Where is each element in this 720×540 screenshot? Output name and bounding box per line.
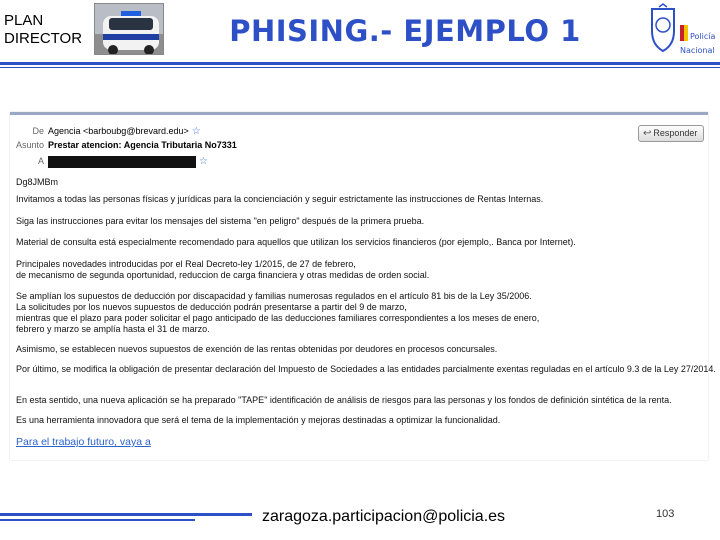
plan-line-1: PLAN: [4, 12, 44, 29]
page-number: 103: [656, 508, 675, 520]
star-icon[interactable]: ☆: [191, 126, 201, 137]
body-line: Invitamos a todas las personas físicas y jurídicas para la concienciación y seguir estrictamente las instrucciones de Rentas Internas.: [16, 194, 544, 204]
reply-button-label: Responder: [653, 128, 698, 138]
phishing-email-screenshot: [10, 112, 716, 460]
body-line: Por último, se modifica la obligación de presentar declaración del Impuesto de Sociedades a las entidades parcialmente exentas reguladas en el artículo 9.3 de la Ley 27/2014.: [16, 364, 716, 374]
subject-label: Asunto: [15, 140, 44, 150]
body-line: febrero y marzo se amplía hasta el 31 de marzo.: [16, 324, 210, 334]
from-value[interactable]: Agencia <barboubg@brevard.edu>: [48, 126, 189, 136]
body-line: Principales novedades introducidas por el Real Decreto-ley 1/2015, de 27 de febrero,: [16, 259, 356, 269]
star-icon[interactable]: ☆: [199, 156, 208, 167]
header-rule-thick: [0, 62, 720, 65]
body-line: mientras que el plazo para poder solicitar el pago anticipado de las deducciones familiares correspondientes a los meses de enero,: [16, 313, 540, 323]
plan-director-label: [4, 12, 94, 48]
body-line: Es una herramienta innovadora que será el tema de la implementación y mejoras destinadas a optimizar la funcionalidad.: [16, 415, 501, 425]
from-label: De: [32, 126, 44, 136]
email-header: [10, 121, 708, 185]
body-line: En esta sentido, una nueva aplicación se ha preparado "TAPE" identificación de análisis de riesgos para las personas y los fondos de definición sintética de la renta.: [16, 395, 672, 405]
from-value-wrap: [48, 125, 201, 138]
svg-text:Nacional: Nacional: [680, 46, 715, 55]
body-line: La solicitudes por los nuevos supuestos de deducción podrán presentarse a partir del 9 de marzo,: [16, 302, 407, 312]
body-line: Material de consulta está especialmente recomendado para aquellos que utilizan los servicios financieros (por ejemplo,. Banca por Internet).: [16, 237, 576, 247]
redacted-recipient: [48, 156, 196, 168]
body-line: Dg8JMBm: [16, 177, 59, 187]
svg-text:Policía: Policía: [690, 32, 716, 41]
plan-line-2: DIRECTOR: [4, 30, 83, 47]
slide-title: PHISING.- EJEMPLO 1: [229, 14, 581, 48]
police-car-photo: [94, 3, 164, 55]
to-label: A: [37, 156, 44, 166]
contact-email: zaragoza.participacion@policia.es: [262, 508, 506, 525]
body-line: Asimismo, se establecen nuevos supuestos de exención de las rentas obtenidas por deudores en procesos concursales.: [16, 344, 498, 354]
phishing-link[interactable]: Para el trabajo futuro, vaya a: [16, 436, 151, 448]
reply-button[interactable]: [638, 125, 704, 142]
header-rule-thin: [0, 67, 720, 68]
body-line: Siga las instrucciones para evitar los mensajes del sistema "en peligro" después de la primera prueba.: [16, 216, 425, 226]
body-line: de mecanismo de segunda oportunidad, reduccion de carga financiera y otras medidas de orden social.: [16, 270, 430, 280]
reply-arrow-icon: ↩: [643, 128, 652, 139]
body-line: Se amplían los supuestos de deducción por discapacidad y familias numerosas regulados en el artículo 81 bis de la Ley 35/2006.: [16, 291, 532, 301]
footer-rule-thin: [0, 519, 195, 521]
subject-value: Prestar atencion: Agencia Tributaria No7331: [48, 140, 237, 150]
footer-rule-thick: [0, 513, 252, 516]
to-value-wrap: [48, 155, 208, 168]
policia-nacional-logo: [644, 3, 718, 59]
